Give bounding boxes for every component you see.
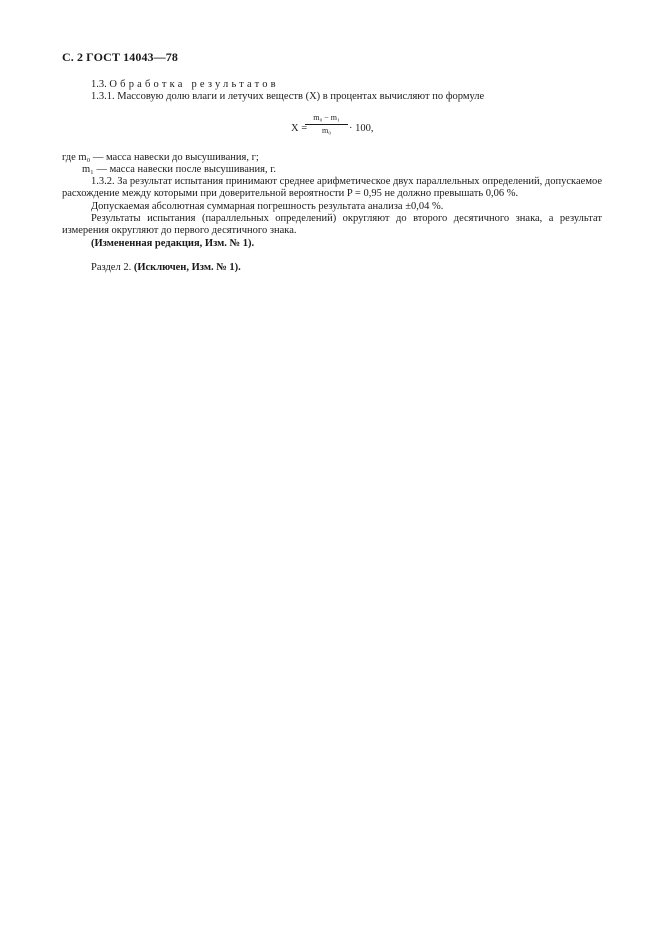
formula-lhs: X = [291, 122, 308, 134]
moisture-formula [62, 111, 602, 149]
amendment-note: (Измененная редакция, Изм. № 1). [91, 237, 255, 249]
section-2-note [62, 262, 602, 274]
formula-fraction [305, 113, 348, 136]
document-body [62, 79, 602, 274]
paragraph-1-3-2: 1.3.2. За результат испытания принимают среднее арифметическое двух параллельных определений, допускаемое расхождение между которыми при доверительной вероятности P = 0,95 не должно превышать 0,06 %. [62, 176, 602, 200]
legend-line-2: m₁ — масса навески после высушивания, г. [82, 163, 276, 175]
section-2-label: Раздел 2. [91, 261, 134, 273]
page-header: С. 2 ГОСТ 14043—78 [62, 50, 178, 64]
formula-rhs: · 100, [349, 122, 374, 134]
paragraph-tolerance: Допускаемая абсолютная суммарная погрешность результата анализа ±0,04 %. [91, 200, 444, 212]
formula-numerator: m₀ − m₁ [305, 113, 348, 125]
section-2-status: (Исключен, Изм. № 1). [133, 261, 241, 273]
section-title: Обработка результатов [109, 79, 279, 90]
legend-line-1: где m₀ — масса навески до высушивания, г; [62, 151, 259, 163]
paragraph-1-3-1: 1.3.1. Массовую долю влаги и летучих веществ (X) в процентах вычисляют по формуле [91, 91, 485, 103]
section-heading-1-3 [62, 79, 602, 91]
section-number: 1.3. [91, 79, 107, 90]
formula-denominator: m₀ [321, 125, 331, 135]
paragraph-rounding: Результаты испытания (параллельных определений) округляют до второго десятичного знака, а результат измерения округляют до первого десятичного знака. [62, 213, 602, 237]
spacer [62, 250, 602, 262]
